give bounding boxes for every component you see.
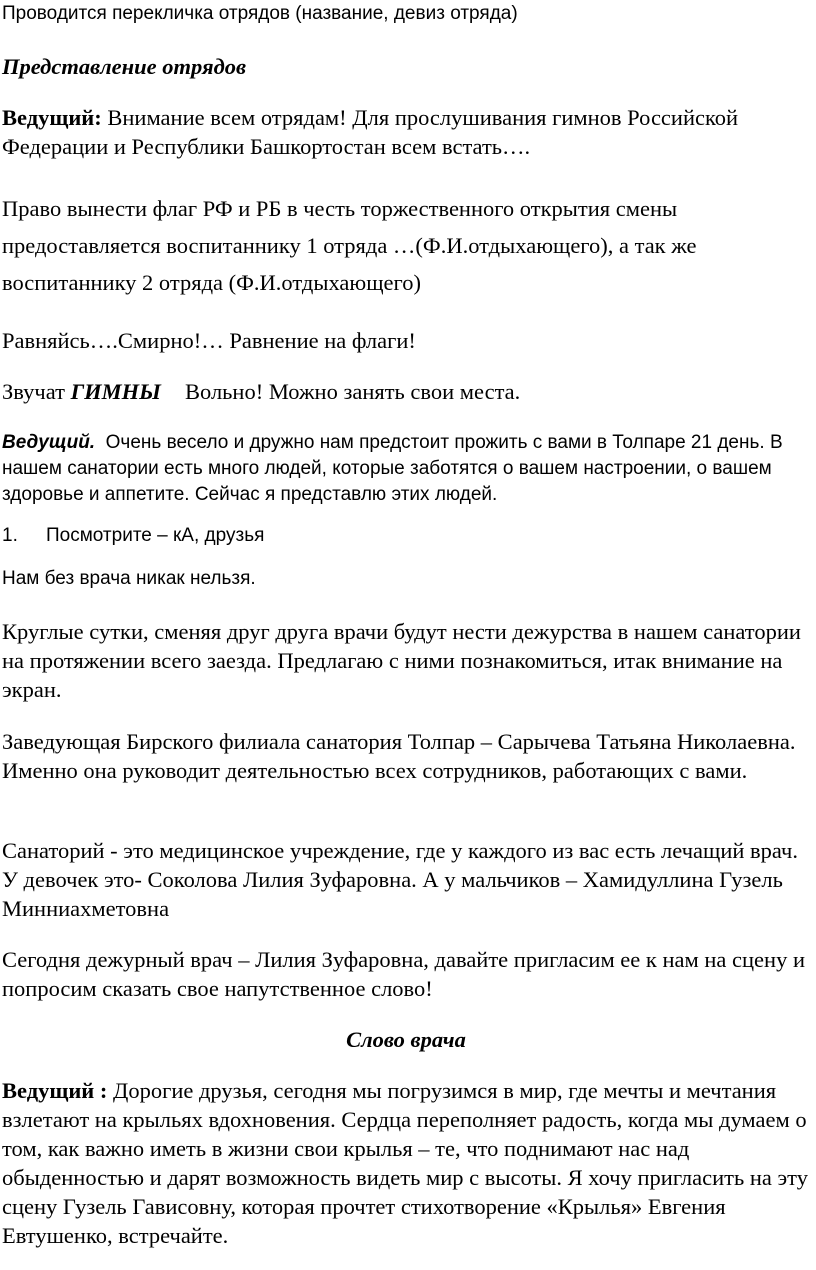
host-label-2: Ведущий.	[2, 432, 96, 453]
doctor-line-paragraph: Нам без врача никак нельзя.	[2, 568, 256, 589]
host-wings-paragraph	[2, 1076, 810, 1250]
director-paragraph: Заведующая Бирского филиала санатория Толпар – Сарычева Татьяна Николаевна. Именно она руководит деятельностью всех сотрудников, работающих с вами.	[2, 729, 796, 783]
doctors-shifts-paragraph: Круглые сутки, сменяя друг друга врачи будут нести дежурства в нашем санатории на протяжении всего заезда. Предлагаю с ними познакомиться, итак внимание на экран.	[2, 619, 801, 702]
list-item	[2, 523, 810, 549]
host-anthem-text: Внимание всем отрядам! Для прослушивания гимнов Российской Федерации и Республики Башкортостан всем встать….	[2, 105, 739, 159]
squads-heading: Представление отрядов	[2, 54, 247, 79]
list-text: Посмотрите – кА, друзья	[46, 525, 265, 546]
duty-doctor-paragraph: Сегодня дежурный врач – Лилия Зуфаровна, давайте пригласим ее к нам на сцену и попросим сказать свое напутственное слово!	[2, 947, 805, 1001]
host-intro-paragraph	[2, 430, 810, 508]
host-label-3: Ведущий :	[2, 1078, 108, 1103]
commands-paragraph: Равняйсь….Смирно!… Равнение на флаги!	[2, 328, 416, 353]
anthems-emphasis: ГИМНЫ	[70, 379, 161, 404]
roll-call-paragraph: Проводится перекличка отрядов (название, девиз отряда)	[2, 3, 518, 24]
list-number: 1.	[2, 525, 18, 546]
sanatorium-paragraph: Санаторий - это медицинское учреждение, где у каждого из вас есть лечащий врач. У девочек это- Соколова Лилия Зуфаровна. А у мальчиков – Хамидуллина Гузель Минниахметовна	[2, 838, 798, 921]
anthems-pre: Звучат	[2, 379, 71, 404]
anthems-post: Вольно! Можно занять свои места.	[184, 379, 521, 404]
doctor-word-heading: Слово врача	[346, 1027, 466, 1052]
anthems-paragraph	[2, 377, 810, 406]
host-anthem-paragraph	[2, 103, 810, 161]
host-label: Ведущий:	[2, 105, 102, 130]
host-wings-text: Дорогие друзья, сегодня мы погрузимся в мир, где мечты и мечтания взлетают на крыльях вдохновения. Сердца переполняет радость, когда мы думаем о том, как важно иметь в жизни свои крылья – те, что поднимают нас над обыденностью и дарят возможность видеть мир с высоты. Я хочу пригласить на эту сцену Гузель Гависовну, которая прочтет стихотворение «Крылья» Евгения Евтушенко, встречайте.	[2, 1078, 808, 1248]
flag-paragraph: Право вынести флаг РФ и РБ в честь торжественного открытия смены предоставляется воспитаннику 1 отряда …(Ф.И.отдыхающего), а так же воспитаннику 2 отряда (Ф.И.отдыхающего)	[2, 196, 697, 295]
host-intro-text: Очень весело и дружно нам предстоит прожить с вами в Толпаре 21 день. В нашем санатории есть много людей, которые заботятся о вашем настроении, о вашем здоровье и аппетите. Сейчас я представлю этих людей.	[2, 432, 783, 505]
